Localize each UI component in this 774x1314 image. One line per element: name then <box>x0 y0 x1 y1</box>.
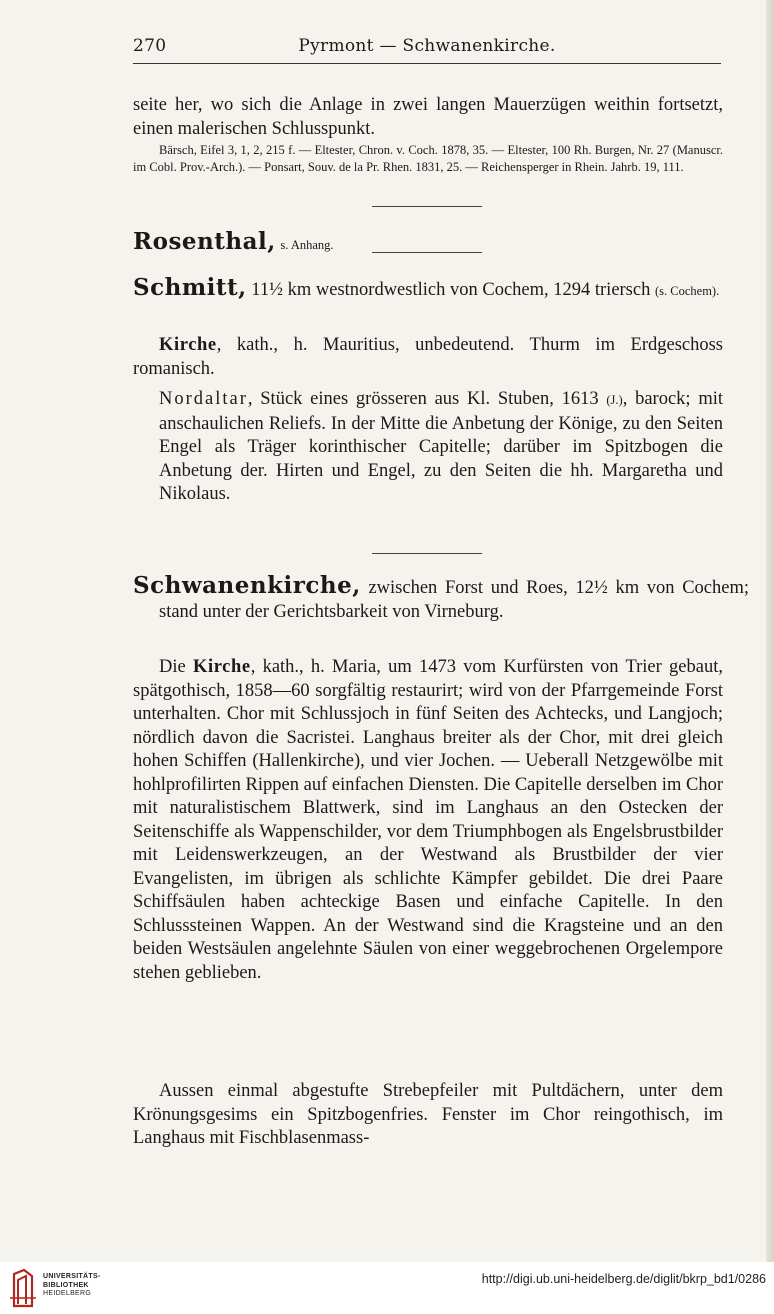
library-logo-icon <box>8 1268 38 1308</box>
entry-schmitt <box>133 276 749 304</box>
running-head <box>133 36 721 66</box>
logo-line: HEIDELBERG <box>43 1290 92 1297</box>
keyword-nordaltar: Nordaltar <box>159 389 248 409</box>
page-number: 270 <box>133 36 167 56</box>
keyword-kirche: Kirche <box>192 657 251 677</box>
paragraph-text: , barock; mit anschaulichen Reliefs. In der Mitte die Anbetung der Könige, zu den Seiten Engel als Träger korinthischer Capitelle; darüber im Spitzbogen die Anbetung der. Hirten und Engel, zu den Seiten die hh. Margaretha und Nikolaus. <box>159 389 723 504</box>
entry-heading-rosenthal: Rosenthal, <box>133 228 276 255</box>
logo-line: UNIVERSITÄTS- <box>43 1273 101 1280</box>
paragraph-aussen <box>133 1080 723 1151</box>
entry-reference: (s. Cochem). <box>654 284 720 298</box>
library-logo-text <box>43 1273 101 1299</box>
paragraph-text: , kath., h. Mauritius, unbedeutend. Thurm im Erdgeschoss romanisch. <box>133 335 723 379</box>
logo-line: BIBLIOTHEK <box>43 1281 89 1289</box>
header-rule <box>133 63 721 64</box>
source-url[interactable]: http://digi.ub.uni-heidelberg.de/diglit/bkrp_bd1/0286 <box>481 1272 766 1286</box>
separator-rule <box>372 252 482 253</box>
page-edge <box>766 0 774 1262</box>
paragraph-schwanen-kirche <box>133 656 723 985</box>
paragraph-text: seite her, wo sich die Anlage in zwei langen Mauerzügen weithin fortsetzt, einen malerischen Schlusspunkt. <box>133 95 723 139</box>
keyword-kirche: Kirche <box>159 335 217 355</box>
entry-text: 11½ km westnordwestlich von Cochem, 1294 triersch <box>251 280 651 300</box>
paragraph-nordaltar <box>159 388 723 507</box>
separator-rule <box>372 206 482 207</box>
entry-reference: s. Anhang. <box>280 238 334 252</box>
paragraph-text: Aussen einmal abgestufte Strebepfeiler mit Pultdächern, unter dem Krönungsgesims ein Spitzbogenfries. Fenster im Chor reingothisch, im Langhaus mit Fischblasenmass- <box>133 1081 723 1148</box>
paragraph-schmitt-kirche <box>133 334 723 381</box>
entry-heading-schmitt: Schmitt, <box>133 274 247 301</box>
paragraph-pyrmont-end <box>133 94 723 141</box>
entry-rosenthal <box>133 230 723 258</box>
entry-text: zwischen Forst und Roes, 12½ km von Cochem; stand unter der Gerichtsbarkeit von Virneburg. <box>159 578 750 622</box>
running-title: Pyrmont — Schwanenkirche. <box>298 36 556 56</box>
separator-rule <box>372 553 482 554</box>
paragraph-text: , kath., h. Maria, um 1473 vom Kurfürsten von Trier gebaut, spätgothisch, 1858—60 sorgfältig restaurirt; wird von der Pfarrgemeinde Forst unterhalten. Chor mit Schlussjoch in fünf Seiten des Achtecks, und Langjoch; nördlich davon die Sacristei. Langhaus breiter als der Chor, mit drei gleich hohen Schiffen (Hallenkirche), und vier Jochen. — Ueberall Netzgewölbe mit hohlprofilirten Rippen auf einfachen Diensten. Die Capitelle derselben im Chor mit naturalistischem Blattwerk, sind im Langhaus an den Ostecken der Seitenschiffe als Wappenschilder, vor dem Triumphbogen als Engelsbrustbilder mit Leidenswerkzeugen, an der Westwand als Brustbilder der vier Evangelisten, im übrigen als schlichte Kämpfer gebildet. Die drei Paare Schiffsäulen haben achteckige Basen und einfache Capitelle. In den Schlusssteinen Wappen. An der Westwand sind die Kragsteine und an den beiden Westsäulen angelehnte Säulen von einer weggebrochenen Orgelempore stehen geblieben. <box>133 657 723 983</box>
reference-text: Bärsch, Eifel 3, 1, 2, 215 f. — Eltester, Chron. v. Coch. 1878, 35. — Eltester, 100 Rh. Burgen, Nr. 27 (Manuscr. im Cobl. Prov.-Arch.). — Ponsart, Souv. de la Pr. Rhen. 1831, 25. — Reichensperger in Rhein. Jahrb. 19, 111. <box>133 143 723 174</box>
entry-schwanenkirche <box>133 574 749 624</box>
reference-abbrev: (J.) <box>606 393 623 407</box>
footer-bar <box>0 1262 774 1314</box>
entry-heading-schwanenkirche: Schwanenkirche, <box>133 572 361 599</box>
references-pyrmont <box>133 142 723 175</box>
paragraph-text: Die <box>159 657 193 677</box>
paragraph-text: , Stück eines grösseren aus Kl. Stuben, 1613 <box>247 389 599 409</box>
